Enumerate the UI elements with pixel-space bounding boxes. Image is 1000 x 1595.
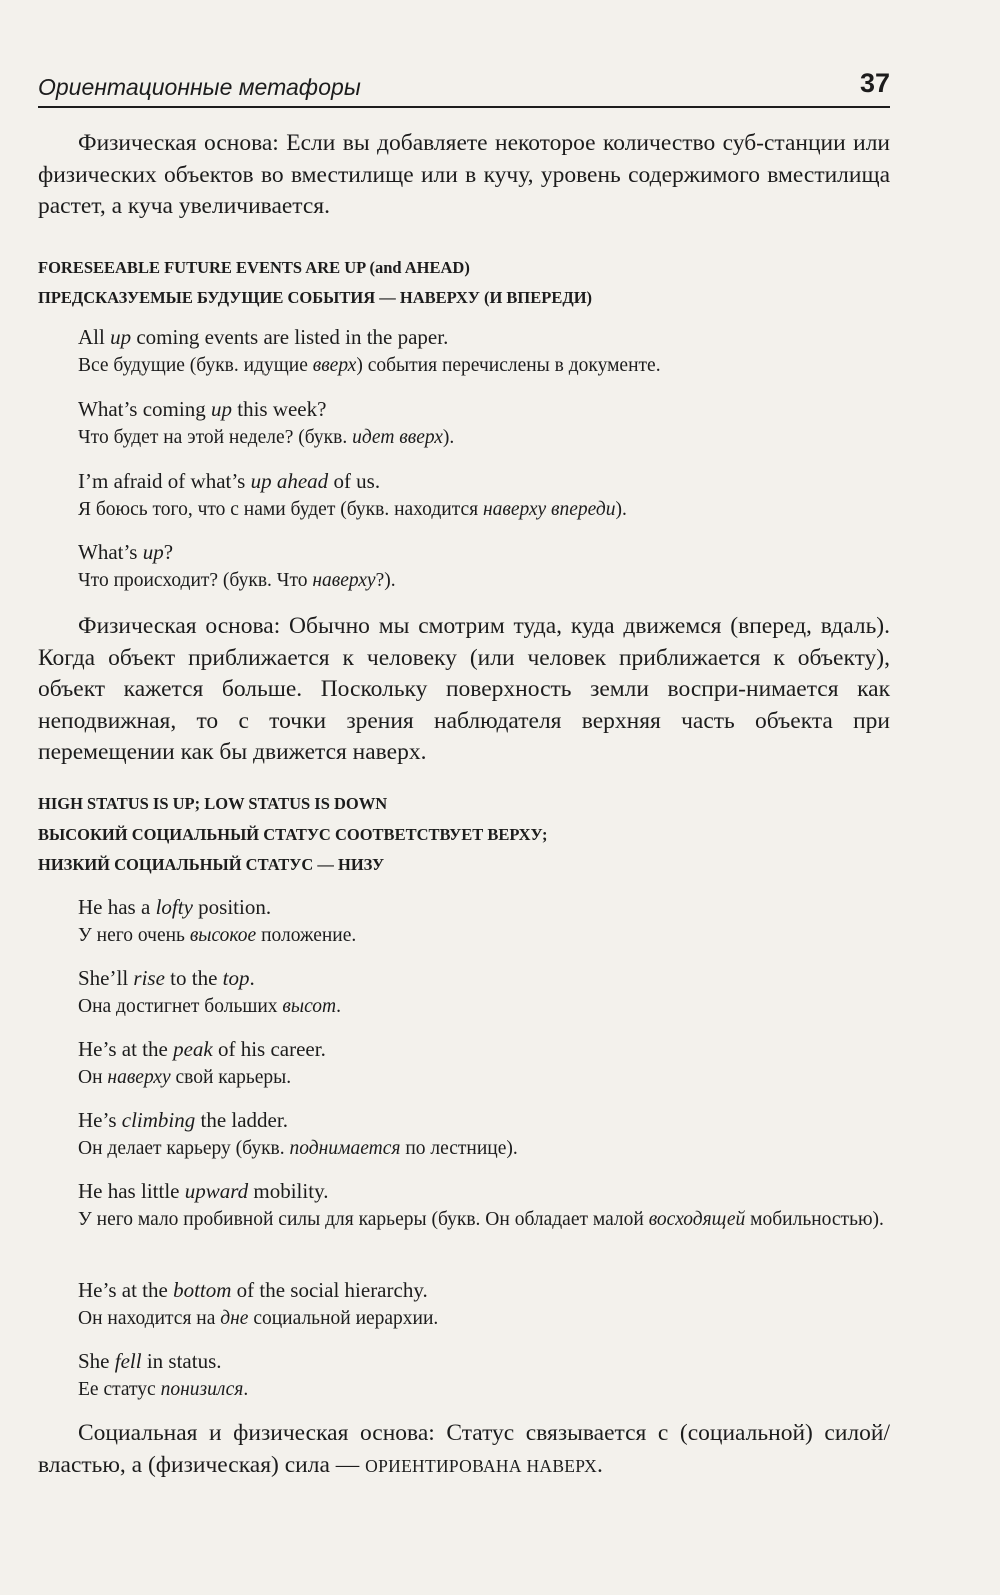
example-pair: [78, 467, 908, 524]
example-english: He’s at the peak of his career.: [78, 1037, 326, 1061]
example-russian: Он делает карьеру (букв. поднимается по лестнице).: [78, 1137, 518, 1159]
example-russian: Он наверху свой карьеры.: [78, 1066, 292, 1088]
example-pair: [78, 395, 908, 452]
example-english: He’s climbing the ladder.: [78, 1108, 288, 1132]
example-russian: Что будет на этой неделе? (букв. идет вверх).: [78, 426, 455, 448]
example-russian: Она достигнет больших высот.: [78, 995, 341, 1017]
example-english: He has little upward mobility.: [78, 1179, 329, 1203]
example-russian: У него мало пробивной силы для карьеры (букв. Он обладает малой восходящей мобильностью).: [78, 1208, 884, 1230]
example-pair: [78, 538, 908, 595]
example-pair: [78, 1347, 908, 1404]
example-pair: [78, 1177, 908, 1234]
section-heading-status-ru-2: НИЗКИЙ СОЦИАЛЬНЫЙ СТАТУС — НИЗУ: [38, 855, 385, 874]
example-pair: [78, 323, 908, 380]
paragraph-physical-basis-2: Физическая основа: Обычно мы смотрим туда, куда движемся (вперед, вдаль). Когда объект приближается к человеку (или человек приближается к объекту), объект кажется больше. Поскольку поверхность земли воспри-нимается как неподвижная, то с точки зрения наблюдателя верхняя часть объекта при перемещении как бы движется наверх.: [38, 613, 890, 765]
example-english: He has a lofty position.: [78, 895, 272, 919]
example-russian: Что происходит? (букв. Что наверху?).: [78, 569, 396, 591]
example-english: What’s up?: [78, 540, 174, 564]
running-title: Ориентационные метафоры: [38, 74, 361, 100]
example-russian: Я боюсь того, что с нами будет (букв. находится наверху впереди).: [78, 498, 627, 520]
section-heading-status-en: HIGH STATUS IS UP; LOW STATUS IS DOWN: [38, 794, 388, 813]
example-russian: Он находится на дне социальной иерархии.: [78, 1307, 439, 1329]
section-heading-foreseeable-ru: ПРЕДСКАЗУЕМЫЕ БУДУЩИЕ СОБЫТИЯ — НАВЕРХУ (И ВПЕРЕДИ): [38, 288, 593, 307]
paragraph-physical-basis-1: Физическая основа: Если вы добавляете некоторое количество суб-станции или физических объектов во вместилище или в кучу, уровень содержимого вместилища растет, а куча увеличивается.: [38, 130, 890, 219]
example-english: She’ll rise to the top.: [78, 966, 255, 990]
example-english: I’m afraid of what’s up ahead of us.: [78, 469, 381, 493]
example-english: What’s coming up this week?: [78, 397, 327, 421]
example-russian: У него очень высокое положение.: [78, 924, 357, 946]
example-english: She fell in status.: [78, 1349, 222, 1373]
example-pair: [78, 1106, 908, 1163]
smallcaps-term: ОРИЕНТИРОВАНА НАВЕРХ: [365, 1455, 598, 1476]
running-header: [38, 66, 890, 108]
example-russian: Все будущие (букв. идущие вверх) события перечислены в документе.: [78, 354, 661, 376]
section-heading-foreseeable-en: FORESEEABLE FUTURE EVENTS ARE UP (and AHEAD): [38, 258, 470, 277]
example-russian: Ее статус понизился.: [78, 1378, 249, 1400]
page-number: 37: [859, 68, 890, 98]
example-pair: [78, 1276, 908, 1333]
example-pair: [78, 964, 908, 1021]
section-heading-status-ru-1: ВЫСОКИЙ СОЦИАЛЬНЫЙ СТАТУС СООТВЕТСТВУЕТ ВЕРХУ;: [38, 825, 548, 844]
example-pair: [78, 1035, 908, 1092]
example-english: He’s at the bottom of the social hierarchy.: [78, 1278, 428, 1302]
paragraph-social-physical-basis: Социальная и физическая основа: Статус связывается с (социальной) силой/властью, а (физическая) сила — ОРИЕНТИРОВАНА НАВЕРХ.: [38, 1420, 890, 1478]
example-pair: [78, 893, 908, 950]
example-english: All up coming events are listed in the paper.: [78, 325, 449, 349]
